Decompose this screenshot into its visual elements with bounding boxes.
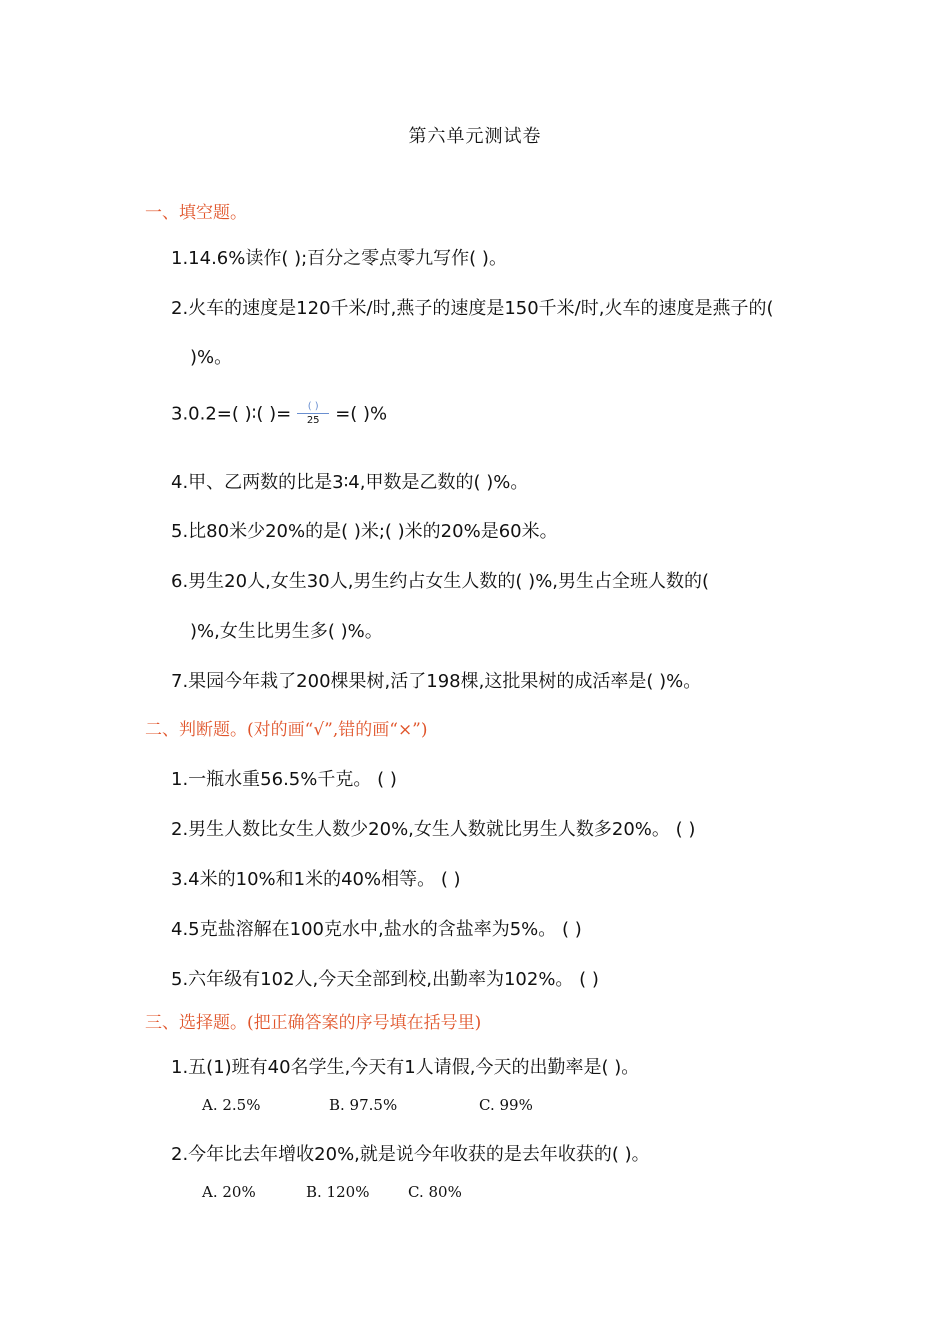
fill-question-5: 5.比80米少20%的是( )米;( )米的20%是60米。 xyxy=(171,521,558,542)
fill-question-7: 7.果园今年栽了200棵果树,活了198棵,这批果树的成活率是( )%。 xyxy=(171,671,702,692)
option-a[interactable]: A. 20% xyxy=(202,1183,256,1201)
fill-question-6-continued: )%,女生比男生多( )%。 xyxy=(190,621,383,642)
judge-question-5: 5.六年级有102人,今天全部到校,出勤率为102%。 ( ) xyxy=(171,969,599,990)
option-b[interactable]: B. 97.5% xyxy=(329,1096,398,1114)
fill-question-6: 6.男生20人,女生30人,男生约占女生人数的( )%,男生占全班人数的( xyxy=(171,571,710,592)
page-title: 第六单元测试卷 xyxy=(408,126,542,147)
fill-question-4: 4.甲、乙两数的比是3∶4,甲数是乙数的( )%。 xyxy=(171,472,529,493)
section-fill-in-heading: 一、填空题。 xyxy=(145,203,247,223)
section-choice-heading: 三、选择题。(把正确答案的序号填在括号里) xyxy=(145,1013,482,1033)
fraction xyxy=(293,402,333,427)
choice-question-1: 1.五(1)班有40名学生,今天有1人请假,今天的出勤率是( )。 xyxy=(171,1057,640,1078)
option-c[interactable]: C. 99% xyxy=(479,1096,533,1114)
fill-question-1: 1.14.6%读作( );百分之零点零九写作( )。 xyxy=(171,248,507,269)
fill-question-3-tail: =( )% xyxy=(335,403,388,425)
fill-question-3 xyxy=(171,402,387,427)
section-judge-heading: 二、判断题。(对的画“√”,错的画“×”) xyxy=(145,720,428,740)
fill-question-3-text: 3.0.2=( )∶( )= xyxy=(171,403,292,425)
fraction-bar xyxy=(297,413,329,414)
choice-question-2: 2.今年比去年增收20%,就是说今年收获的是去年收获的( )。 xyxy=(171,1144,650,1165)
fill-question-2-continued: )%。 xyxy=(190,347,233,368)
fraction-numerator: ( ) xyxy=(307,401,319,412)
judge-question-4: 4.5克盐溶解在100克水中,盐水的含盐率为5%。 ( ) xyxy=(171,919,582,940)
option-b[interactable]: B. 120% xyxy=(306,1183,370,1201)
judge-question-2: 2.男生人数比女生人数少20%,女生人数就比男生人数多20%。 ( ) xyxy=(171,819,696,840)
option-c[interactable]: C. 80% xyxy=(408,1183,462,1201)
fill-question-2: 2.火车的速度是120千米/时,燕子的速度是150千米/时,火车的速度是燕子的( xyxy=(171,298,774,319)
option-a[interactable]: A. 2.5% xyxy=(202,1096,261,1114)
judge-question-3: 3.4米的10%和1米的40%相等。 ( ) xyxy=(171,869,461,890)
judge-question-1: 1.一瓶水重56.5%千克。 ( ) xyxy=(171,769,397,790)
fraction-denominator: 25 xyxy=(306,415,320,426)
